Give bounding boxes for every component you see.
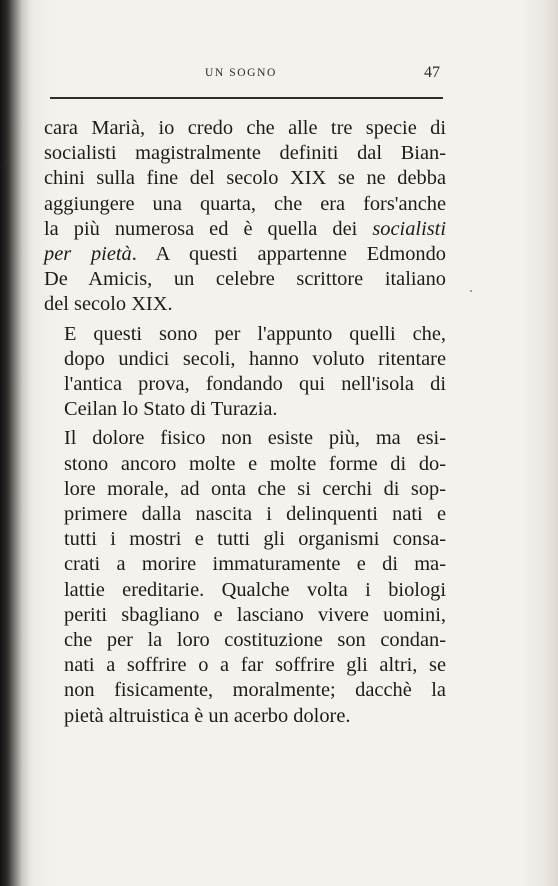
text-line [44,166,446,191]
italic-text-segment: socialisti [372,217,446,240]
text-segment: E questi sono per l'appunto quelli che, [64,322,446,345]
text-segment: crati a morire immaturamente e di ma- [64,553,446,576]
running-head [0,64,558,84]
text-line [44,426,446,451]
binding-shadow [0,0,30,886]
paragraph [44,322,446,423]
text-segment: pietà altruistica è un acerbo dolore. [64,704,351,727]
text-segment: chini sulla fine del secolo XIX se ne debba [44,167,446,190]
text-segment: tutti i mostri e tutti gli organismi consa- [64,528,446,551]
text-line [44,116,446,141]
italic-text-segment: per pietà [44,243,132,266]
text-segment: lattie ereditarie. Qualche volta i biologi [64,578,446,601]
running-title: UN SOGNO [205,67,277,79]
text-line [44,322,446,347]
text-segment: Il dolore fisico non esiste più, ma esi- [64,427,446,450]
text-line [44,242,446,267]
text-segment: Ceilan lo Stato di Turazia. [64,398,278,421]
text-segment: De Amicis, un celebre scrittore italiano [44,268,446,291]
text-line [44,292,446,317]
text-line [44,502,446,527]
body-text [44,116,446,729]
header-rule [50,97,443,99]
text-segment: socialisti magistralmente definiti dal Bian- [44,142,446,165]
paragraph [44,116,446,318]
text-line [44,267,446,292]
page-number: 47 [424,64,440,81]
text-line [44,347,446,372]
paper-speck [8,395,10,397]
text-segment: del secolo XIX. [44,293,173,316]
text-segment: primere dalla nascita i delinquenti nati e [64,503,446,526]
text-line [44,704,446,729]
text-line [44,192,446,217]
text-line [44,678,446,703]
text-line [44,217,446,242]
text-segment: non fisicamente, moralmente; dacchè la [64,679,446,702]
text-line [44,477,446,502]
text-segment: stono ancoro molte e molte forme di do- [64,452,446,475]
text-segment: che per la loro costituzione son condan- [64,629,446,652]
text-line [44,578,446,603]
text-line [44,552,446,577]
paper-speck [6,160,9,163]
text-segment: l'antica prova, fondando qui nell'isola di [64,373,446,396]
text-line [44,603,446,628]
text-line [44,452,446,477]
text-line [44,397,446,422]
text-segment: cara Marià, io credo che alle tre specie di [44,117,446,139]
text-segment: dopo undici secoli, hanno voluto ritentare [64,347,446,370]
text-line [44,372,446,397]
text-segment: periti sbagliano e lasciano vivere uomini, [64,603,446,626]
paragraph [44,426,446,728]
text-segment: la più numerosa ed è quella dei [44,217,373,240]
text-segment: . A questi appartenne Edmondo [131,243,446,266]
text-segment: lore morale, ad onta che si cerchi di sop- [64,477,446,500]
paper-speck [470,290,472,292]
text-line [44,628,446,653]
text-line [44,141,446,166]
text-line [44,527,446,552]
text-segment: aggiungere una quarta, che era fors'anche [44,192,446,215]
text-segment: nati a soffrire o a far soffrire gli altri, se [64,654,446,677]
text-line [44,653,446,678]
